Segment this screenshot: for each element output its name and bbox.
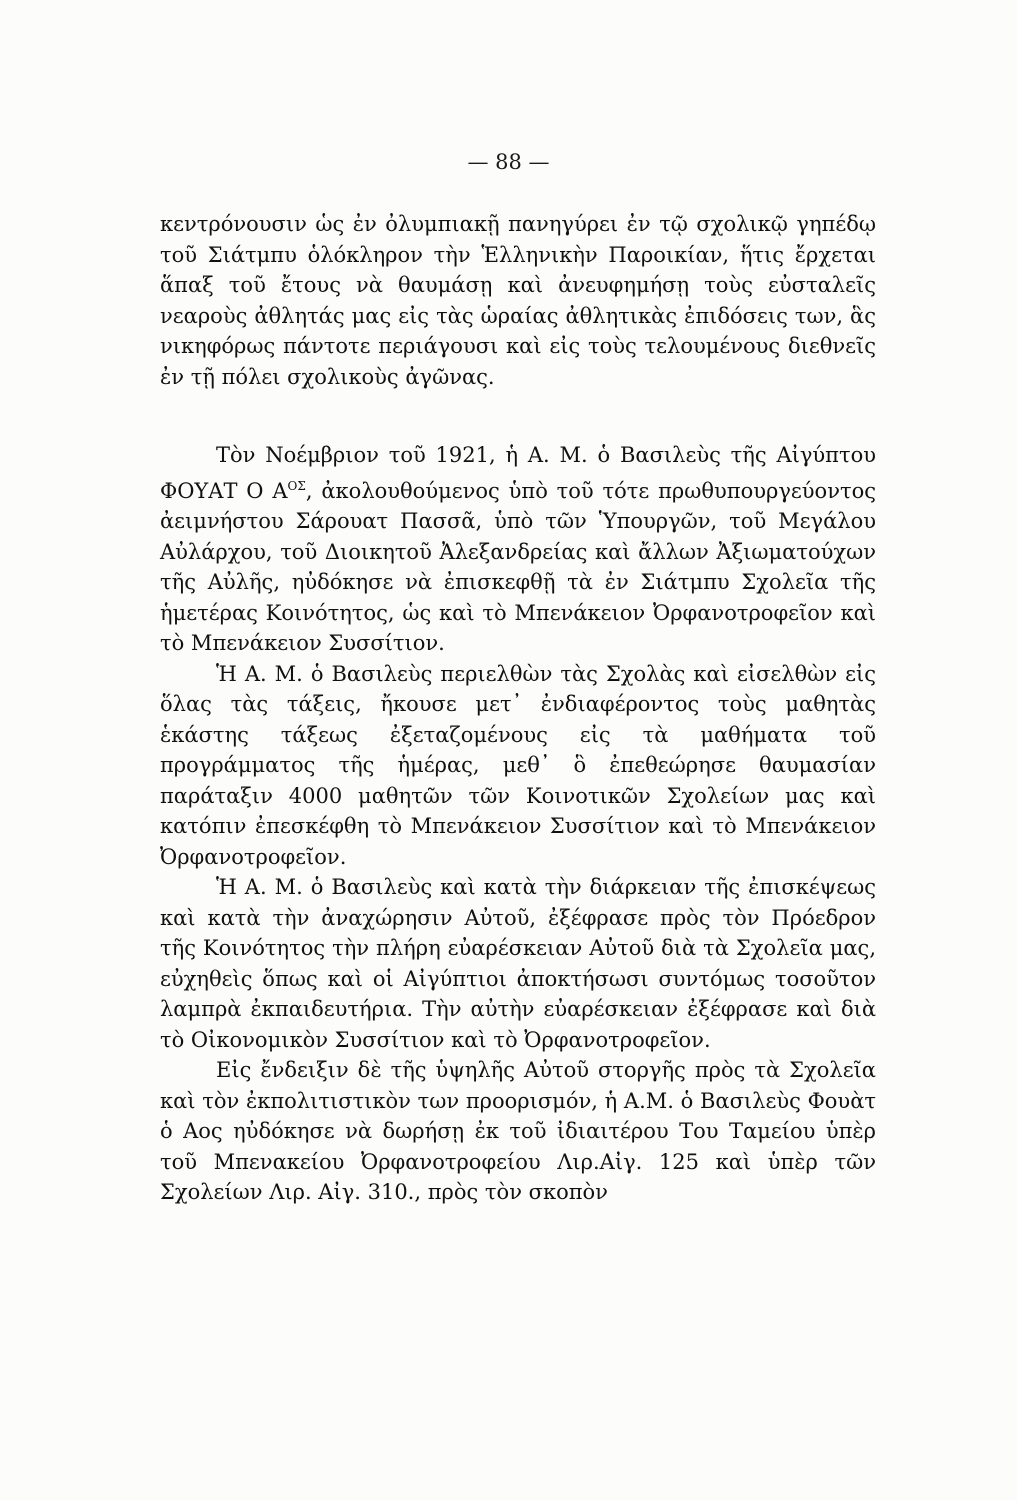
body-text bbox=[160, 209, 876, 1208]
paragraph-king-visit-text-after: , ἀκολουθούμενος ὑπὸ τοῦ τότε πρωθυπουργεύοντος ἀειμνήστου Σάρουατ Πασσᾶ, ὑπὸ τῶν Ὑπουργῶν, τοῦ Μεγάλου Αὐλάρχου, τοῦ Διοικητοῦ Ἀλεξανδρείας καὶ ἄλλων Ἀξιωματούχων τῆς Αὐλῆς, ηὐδόκησε νὰ ἐπισκεφθῇ τὰ ἐν Σιάτμπυ Σχολεῖα τῆς ἡμετέρας Κοινότητος, ὡς καὶ τὸ Μπενάκειον Ὀρφανοτροφεῖον καὶ τὸ Μπενάκειον Συσσίτιον. bbox=[160, 478, 876, 655]
paragraph-satisfaction: Ἡ Α. Μ. ὁ Βασιλεὺς καὶ κατὰ τὴν διάρκειαν τῆς ἐπισκέψεως καὶ κατὰ τὴν ἀναχώρησιν Αὐτοῦ, ἐξέφρασε πρὸς τὸν Πρόεδρον τῆς Κοινότητος τὴν πλήρη εὐαρέσκειαν Αὐτοῦ διὰ τὰ Σχολεῖα μας, εὐχηθεὶς ὅπως καὶ οἱ Αἰγύπτιοι ἀποκτήσωσι συντόμως τοσοῦτον λαμπρὰ ἐκπαιδευτήρια. Τὴν αὐτὴν εὐαρέσκειαν ἐξέφρασε καὶ διὰ τὸ Οἰκονομικὸν Συσσίτιον καὶ τὸ Ὀρφανοτροφεῖον. bbox=[160, 875, 876, 1052]
paragraph-king-visit bbox=[160, 440, 876, 659]
page-number: — 88 — bbox=[467, 150, 550, 174]
paragraph-donation: Εἰς ἔνδειξιν δὲ τῆς ὑψηλῆς Αὐτοῦ στοργῆς πρὸς τὰ Σχολεῖα καὶ τὸν ἐκπολιτιστικὸν των προορισμόν, ἡ Α.Μ. ὁ Βασιλεὺς Φουὰτ ὁ Αος ηὐδόκησε νὰ δωρήσῃ ἐκ τοῦ ἰδιαιτέρου Του Ταμείου ὑπὲρ τοῦ Μπενακείου Ὀρφανοτροφείου Λιρ.Αἰγ. 125 καὶ ὑπὲρ τῶν Σχολείων Λιρ. Αἰγ. 310., πρὸς τὸν σκοπὸν bbox=[160, 1058, 876, 1204]
paragraph-king-visit-text-before: Τὸν Νοέμβριον τοῦ 1921, ἡ Α. Μ. ὁ Βασιλεὺς τῆς Αἰγύπτου ΦΟΥΑΤ Ο Α bbox=[160, 443, 876, 503]
paragraph-school-inspection: Ἡ Α. Μ. ὁ Βασιλεὺς περιελθὼν τὰς Σχολὰς καὶ εἰσελθὼν εἰς ὅλας τὰς τάξεις, ἤκουσε μετ᾽ ἐνδιαφέροντος τοὺς μαθητὰς ἑκάστης τάξεως ἐξεταζομένους εἰς τὰ μαθήματα τοῦ προγράμματος τῆς ἡμέρας, μεθ᾽ ὃ ἐπεθεώρησε θαυμασίαν παράταξιν 4000 μαθητῶν τῶν Κοινοτικῶν Σχολείων μας καὶ κατόπιν ἐπεσκέφθη τὸ Μπενάκειον Συσσίτιον καὶ τὸ Μπενάκειον Ὀρφανοτροφεῖον. bbox=[160, 661, 876, 869]
paragraph-king-visit-superscript: ΟΣ bbox=[287, 478, 306, 493]
paragraph-continuation: κεντρόνουσιν ὡς ἐν ὀλυμπιακῇ πανηγύρει ἐν τῷ σχολικῷ γηπέδῳ τοῦ Σιάτμπυ ὁλόκληρον τὴν Ἑλληνικὴν Παροικίαν, ἥτις ἔρχεται ἅπαξ τοῦ ἔτους νὰ θαυμάσῃ καὶ ἀνευφημήσῃ τοὺς εὐσταλεῖς νεαροὺς ἀθλητάς μας εἰς τὰς ὡραίας ἀθλητικὰς ἐπιδόσεις των, ἃς νικηφόρως πάντοτε περιάγουσι καὶ εἰς τοὺς τελουμένους διεθνεῖς ἐν τῇ πόλει σχολικοὺς ἀγῶνας. bbox=[160, 212, 876, 389]
